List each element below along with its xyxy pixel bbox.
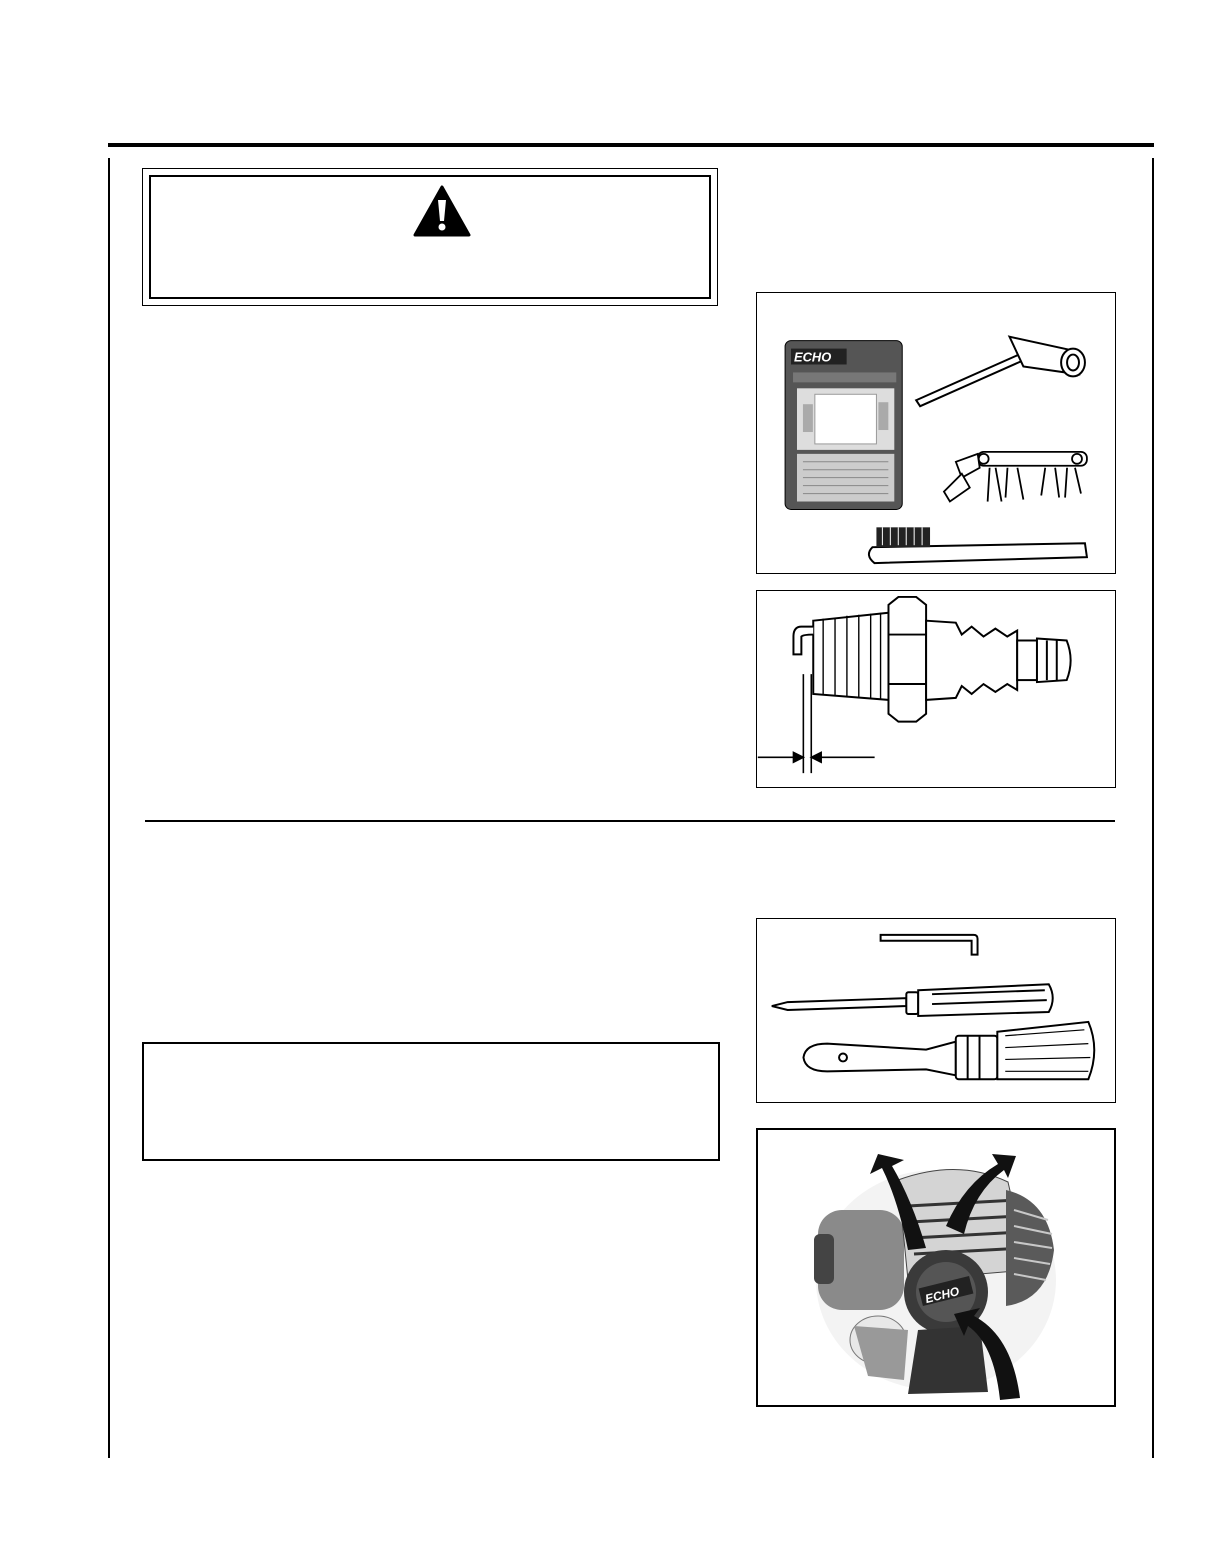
wire-brush bbox=[869, 527, 1087, 563]
warning-triangle-icon bbox=[413, 185, 471, 237]
echo-kit-package bbox=[785, 341, 902, 510]
spark-plug-gap-figure bbox=[756, 590, 1116, 788]
left-margin-line bbox=[108, 158, 110, 1458]
kit-brand-label: ECHO bbox=[794, 349, 832, 365]
engine-brand-label: ECHO bbox=[923, 1284, 961, 1307]
header-rule bbox=[108, 143, 1154, 147]
warning-box-inner bbox=[149, 175, 711, 299]
cleaning-tools-figure bbox=[756, 918, 1116, 1103]
hex-key bbox=[881, 935, 978, 955]
warning-box bbox=[142, 168, 718, 306]
engine-photo bbox=[814, 1169, 1056, 1394]
spark-plug bbox=[793, 597, 1070, 722]
plug-wrench bbox=[916, 337, 1085, 407]
cleaning-brush bbox=[803, 1022, 1094, 1079]
feeler-gauge bbox=[944, 452, 1087, 502]
right-margin-line bbox=[1152, 158, 1154, 1458]
spark-plug-tools-figure bbox=[756, 292, 1116, 574]
engine-airflow-figure bbox=[756, 1128, 1116, 1407]
screwdriver bbox=[772, 984, 1053, 1016]
section-divider bbox=[145, 820, 1115, 822]
note-box bbox=[142, 1042, 720, 1161]
